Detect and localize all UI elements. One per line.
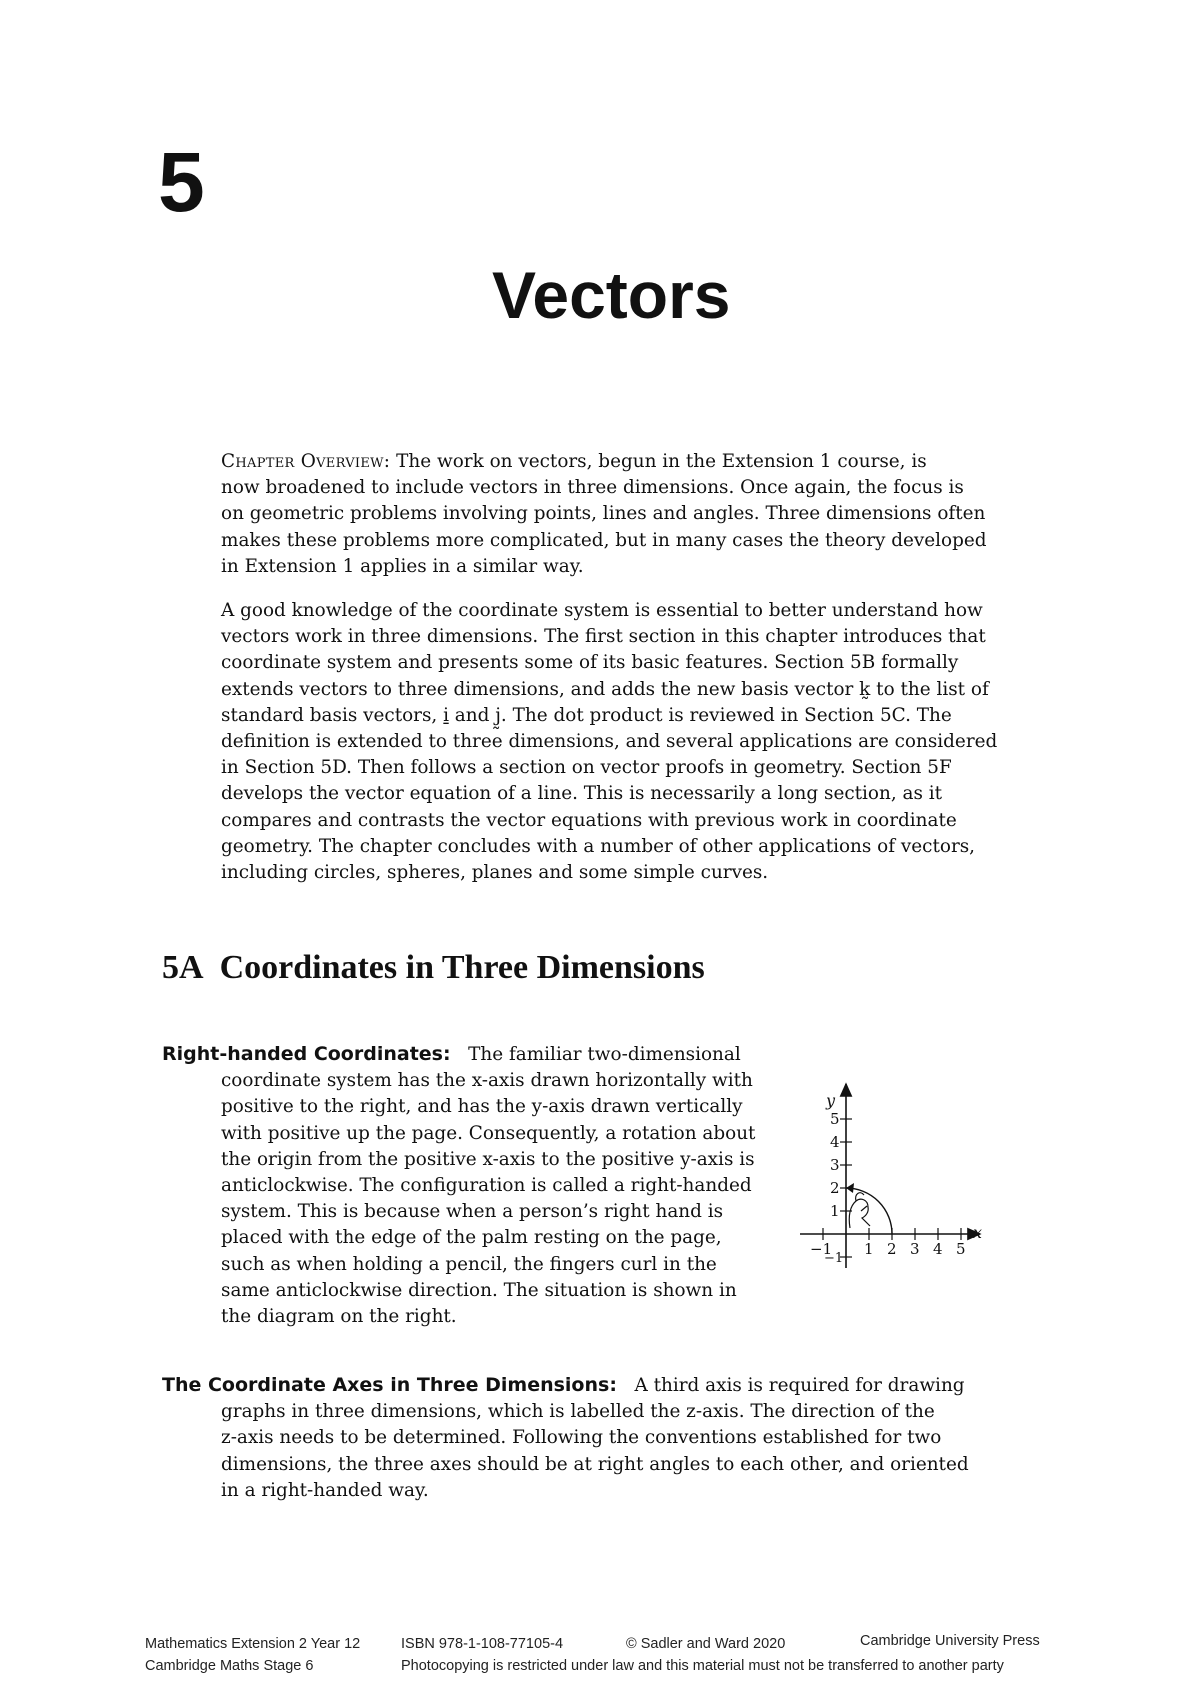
y-tick-label: 4 [830,1133,840,1151]
right-handed-heading: Right-handed Coordinates: [162,1043,451,1065]
intro-line: A good knowledge of the coordinate system is essential to better understand how [221,600,983,621]
x-axis-label: x [973,1223,983,1242]
x-tick-label: −1 [810,1240,833,1258]
overview-label: Chapter Overview: [221,451,391,472]
y-tick-label: 3 [830,1156,840,1174]
rotation-arc [846,1188,892,1234]
chapter-overview-paragraph [221,449,995,580]
footer-publisher: Cambridge University Press [860,1633,1040,1649]
x-tick-label: 3 [910,1240,920,1258]
intro-line: extends vectors to three dimensions, and adds the new basis vector k̰ to the list of [221,678,989,700]
paragraph-line: the origin from the positive x-axis to the positive y-axis is [221,1148,755,1170]
intro-line: develops the vector equation of a line. This is necessarily a long section, as it [221,783,943,805]
coordinate-axes-heading: The Coordinate Axes in Three Dimensions: [162,1374,617,1396]
y-tick-label: −1 [824,1251,844,1266]
overview-line: now broadened to include vectors in three dimensions. Once again, the focus is [221,477,964,499]
overview-line: on geometric problems involving points, lines and angles. Three dimensions often [221,503,986,525]
section-title: Coordinates in Three Dimensions [219,949,705,986]
paragraph-line: the diagram on the right. [221,1306,457,1328]
overview-line: Chapter Overview: The work on vectors, begun in the Extension 1 course, is [221,451,927,472]
footer-book-title: Mathematics Extension 2 Year 12 [145,1636,361,1652]
y-tick-label: 1 [830,1202,840,1220]
paragraph-line: z-axis needs to be determined. Following the conventions established for two [221,1427,942,1449]
x-tick-label: 2 [887,1240,897,1258]
intro-line: definition is extended to three dimensions, and several applications are considered [221,731,998,753]
y-axis-label: y [826,1091,836,1110]
right-hand-icon [849,1193,870,1228]
paragraph-line: Right-handed Coordinates: The familiar two-dimensional [162,1043,741,1065]
intro-line: vectors work in three dimensions. The first section in this chapter introduces that [221,626,986,648]
x-tick-label: 4 [933,1240,943,1258]
x-tick-label: 5 [956,1240,966,1258]
y-tick-label: 2 [830,1179,840,1197]
intro-line: compares and contrasts the vector equations with previous work in coordinate [221,809,957,831]
paragraph-line: such as when holding a pencil, the fingers curl in the [221,1253,717,1275]
footer-notice: Photocopying is restricted under law and this material must not be transferred to another party [401,1658,1004,1674]
paragraph-line: dimensions, the three axes should be at right angles to each other, and oriented [221,1453,969,1475]
overview-line: in Extension 1 applies in a similar way. [221,555,584,577]
chapter-intro-paragraph [221,598,998,886]
chapter-number: 5 [158,135,205,229]
paragraph-line: in a right-handed way. [221,1479,429,1501]
intro-line: standard basis vectors, i̱ and j̰. The dot product is reviewed in Section 5C. The [221,704,952,726]
paragraph-line: coordinate system has the x-axis drawn horizontally with [221,1070,753,1092]
section-heading [162,951,705,985]
intro-line: in Section 5D. Then follows a section on vector proofs in geometry. Section 5F [221,757,952,779]
rotation-arrowhead [846,1183,854,1193]
right-handed-paragraph [162,1041,764,1330]
chapter-title: Vectors [492,258,731,332]
paragraph-line: system. This is because when a person’s right hand is [221,1201,724,1223]
paragraph-line: anticlockwise. The configuration is called a right-handed [221,1175,752,1197]
paragraph-line: with positive up the page. Consequently, a rotation about [221,1122,756,1144]
paragraph-line: The Coordinate Axes in Three Dimensions: A third axis is required for drawing [162,1374,965,1396]
footer-series: Cambridge Maths Stage 6 [145,1658,314,1674]
x-tick-label: 1 [864,1240,874,1258]
footer-copyright: © Sadler and Ward 2020 [626,1636,786,1652]
y-tick-label: 5 [830,1110,840,1128]
paragraph-line: same anticlockwise direction. The situation is shown in [221,1279,737,1301]
paragraph-line: positive to the right, and has the y-axis drawn vertically [221,1096,743,1118]
paragraph-line: placed with the edge of the palm resting on the page, [221,1227,722,1249]
paragraph-line: graphs in three dimensions, which is labelled the z-axis. The direction of the [221,1401,935,1423]
intro-line: coordinate system and presents some of its basic features. Section 5B formally [221,652,959,674]
intro-line: geometry. The chapter concludes with a number of other applications of vectors, [221,835,976,857]
section-number: 5A [162,949,204,986]
footer-isbn: ISBN 978-1-108-77105-4 [401,1636,564,1652]
right-hand-axes-diagram [790,1070,990,1280]
overview-line: makes these problems more complicated, but in many cases the theory developed [221,529,987,551]
coordinate-axes-paragraph [162,1372,995,1504]
intro-line: including circles, spheres, planes and some simple curves. [221,862,769,884]
